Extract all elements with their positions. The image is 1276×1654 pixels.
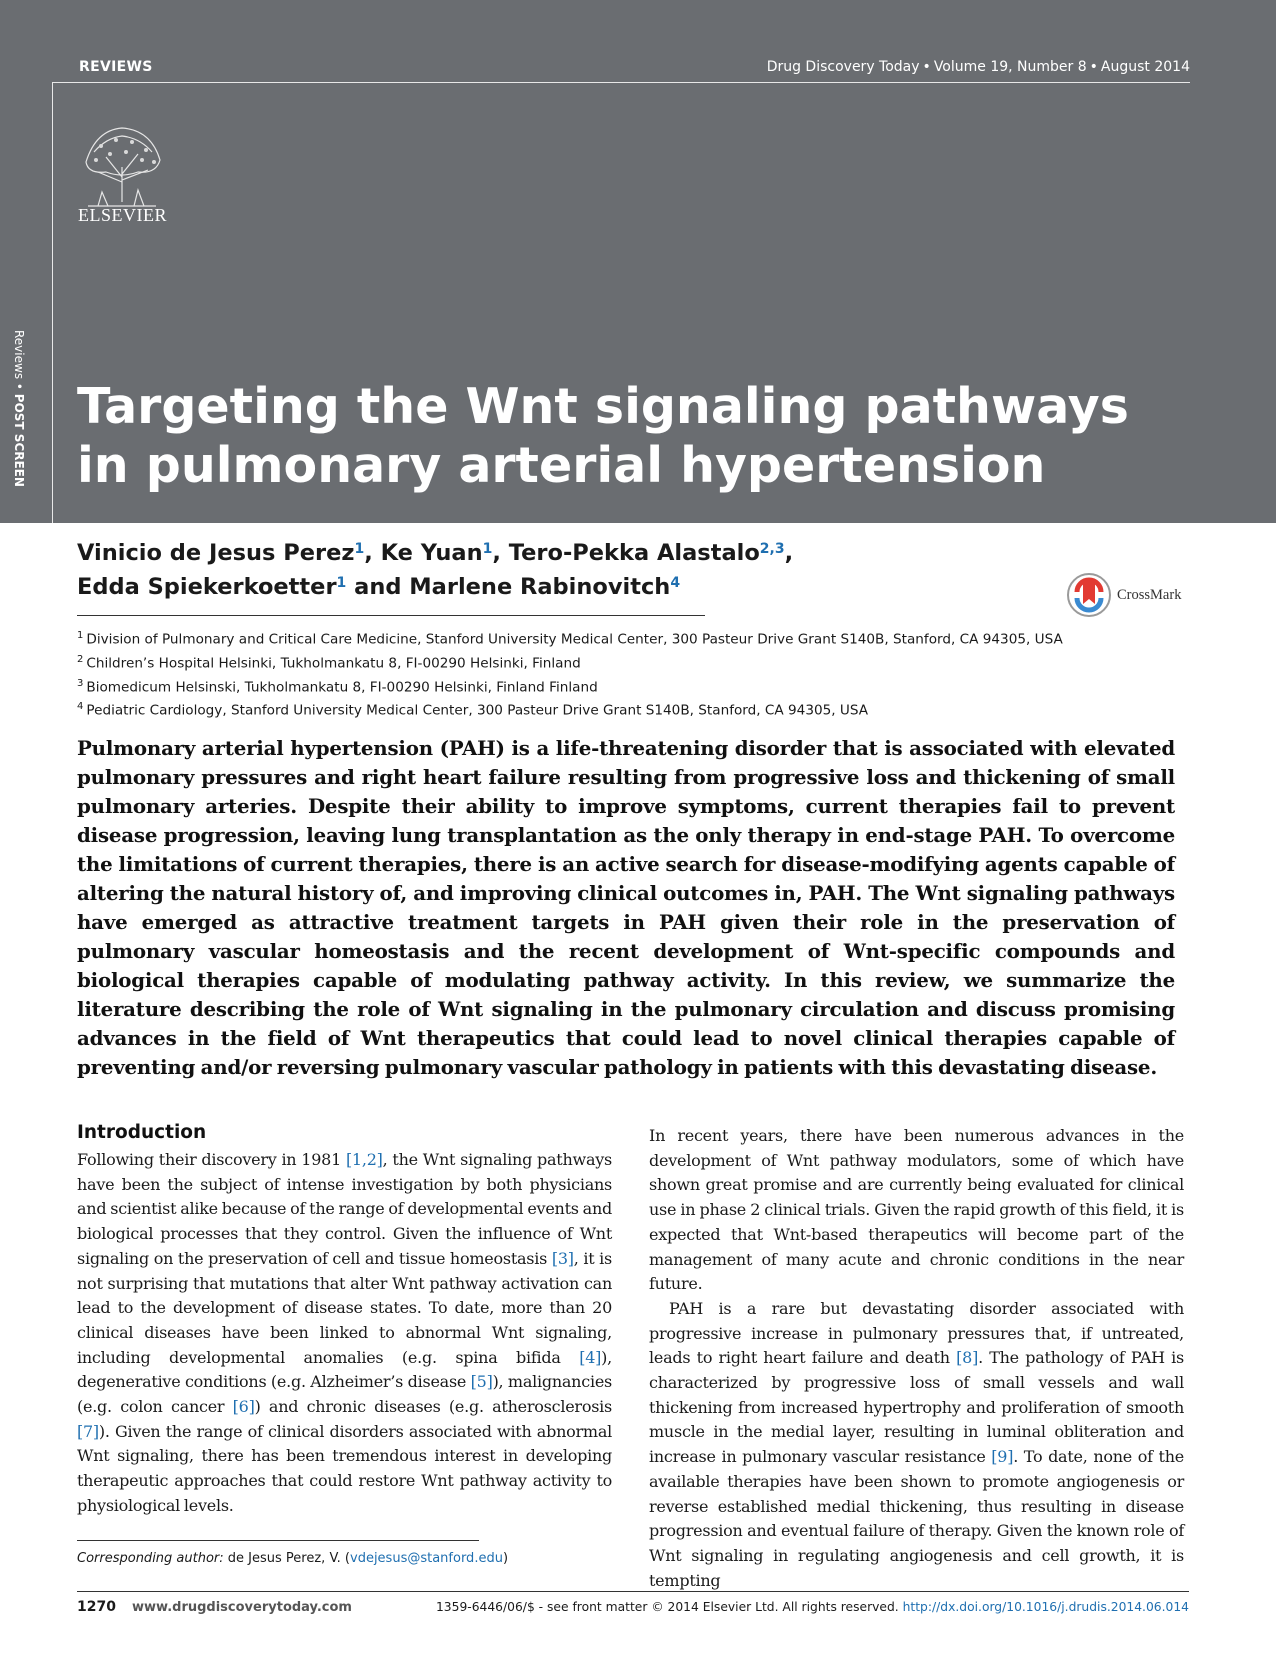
author-affiliation-ref[interactable]: 1 bbox=[336, 575, 347, 591]
page-number: 1270 bbox=[77, 1599, 116, 1615]
reference-link[interactable]: [8] bbox=[956, 1348, 979, 1368]
crossmark-icon[interactable] bbox=[1066, 572, 1112, 618]
crossmark-label[interactable]: CrossMark bbox=[1117, 587, 1182, 603]
author-affiliation-ref[interactable]: 4 bbox=[670, 575, 681, 591]
author-affiliation-ref[interactable]: 2,3 bbox=[759, 541, 785, 557]
journal-name: Drug Discovery Today bbox=[766, 59, 920, 75]
affiliation-list bbox=[77, 626, 1063, 721]
journal-date: August 2014 bbox=[1100, 59, 1190, 75]
section-label: REVIEWS bbox=[79, 59, 153, 75]
body-paragraph: PAH is a rare but devastating disorder associated with progressive increase in pulmonary pressures that, if untreated, leads to right heart failure and death [8]. The pathology of PAH is characterized by progressive loss of small vessels and wall thickening from increased hypertrophy and proliferation of smooth muscle in the medial layer, resulting in luminal obliteration and increase in pulmonary vascular resistance [9]. To date, none of the available therapies have been shown to promote angiogenesis or reverse established medial thickening, thus resulting in disease progression and eventual failure of therapy. Given the known role of Wnt signaling in regulating angiogenesis and cell growth, it is tempting bbox=[649, 1298, 1185, 1590]
article-title bbox=[77, 377, 1177, 495]
reference-link[interactable]: [4] bbox=[579, 1347, 602, 1367]
body-paragraph: In recent years, there have been numerous advances in the development of Wnt pathway modulators, some of which have shown great promise and are currently being evaluated for clinical use in phase 2 clinical trials. Given the rapid growth of this field, it is expected that Wnt-based therapeutics will become part of the management of many acute and chronic conditions in the near future. bbox=[649, 1126, 1184, 1294]
affiliation: $^2$ Children’s Hospital Helsinki, Tukholmankatu 8, FI-00290 Helsinki, Finland bbox=[77, 653, 581, 672]
author-rule bbox=[77, 615, 705, 616]
header-rule bbox=[52, 82, 1190, 83]
author-name: Tero-Pekka Alastalo bbox=[508, 540, 760, 566]
affiliation: $^4$ Pediatric Cardiology, Stanford University Medical Center, 300 Pasteur Drive Grant S140B, Stanford, CA 94305, USA bbox=[77, 701, 869, 720]
title-line-1: Targeting the Wnt signaling pathways bbox=[77, 378, 1129, 435]
journal-website-link[interactable]: www.drugdiscoverytoday.com bbox=[132, 1600, 352, 1615]
author-name: Ke Yuan bbox=[380, 540, 483, 566]
footer-rule bbox=[77, 1591, 1189, 1592]
corresponding-author-note: Corresponding author: de Jesus Perez, V. (vdejesus@stanford.edu) bbox=[77, 1551, 509, 1566]
banner-vertical-rule bbox=[52, 82, 53, 523]
author-affiliation-ref[interactable]: 1 bbox=[354, 541, 365, 557]
body-column-right bbox=[649, 1124, 1184, 1593]
side-section-label: Reviews • POST SCREEN bbox=[12, 330, 26, 487]
affiliation: $^3$ Biomedicum Helsinski, Tukholmankatu 8, FI-00290 Helsinki, Finland Finland bbox=[77, 677, 598, 696]
author-name: Edda Spiekerkoetter bbox=[77, 574, 337, 600]
journal-volume: Volume 19, Number 8 bbox=[933, 59, 1087, 75]
reference-link[interactable]: [6] bbox=[232, 1397, 255, 1417]
reference-link[interactable]: [7] bbox=[77, 1421, 99, 1441]
author-name: Vinicio de Jesus Perez bbox=[77, 540, 355, 566]
doi-link[interactable]: http://dx.doi.org/10.1016/j.drudis.2014.06.014 bbox=[902, 1600, 1189, 1614]
author-list: Vinicio de Jesus Perez$^1$, Ke Yuan$^1$, Tero-Pekka Alastalo$^{2,3}$, Edda Spiekerkoetter$^1$ and Marlene Rabinovitch$^4$ bbox=[77, 540, 794, 600]
reference-link[interactable]: [5] bbox=[470, 1372, 493, 1392]
author-email-link[interactable]: vdejesus@stanford.edu bbox=[350, 1551, 503, 1566]
author-name: Marlene Rabinovitch bbox=[409, 574, 671, 600]
title-line-2: in pulmonary arterial hypertension bbox=[77, 437, 1046, 494]
affiliation: $^1$ Division of Pulmonary and Critical Care Medicine, Stanford University Medical Center, 300 Pasteur Drive Grant S140B, Stanford, CA 94305, USA bbox=[77, 630, 1063, 648]
elsevier-logo-text: ELSEVIER bbox=[78, 205, 167, 225]
intro-paragraph: Following their discovery in 1981 [1,2], the Wnt signaling pathways have been the subject of intense investigation by both physicians and scientist alike because of the range of developmental events and biological processes that they control. Given the influence of Wnt signaling on the preservation of cell and tissue homeostasis [3], it is not surprising that mutations that alter Wnt pathway activation can lead to the development of disease states. To date, more than 20 clinical diseases have been linked to abnormal Wnt signaling, including developmental anomalies (e.g. spina bifida [4]), degenerative conditions (e.g. Alzheimer’s disease [5]), malignancies (e.g. colon cancer [6]) and chronic diseases (e.g. atherosclerosis [7]). Given the range of clinical disorders associated with abnormal Wnt signaling, there has been tremendous interest in developing therapeutic approaches that could restore Wnt pathway activity to physiological levels. bbox=[77, 1150, 612, 1515]
issn-rights: 1359-6446/06/$ - see front matter © 2014 Elsevier Ltd. All rights reserved. bbox=[435, 1600, 899, 1614]
abstract: Pulmonary arterial hypertension (PAH) is a life-threatening disorder that is associated with elevated pulmonary pressures and right heart failure resulting from progressive loss and thickening of small pulmonary arteries. Despite their ability to improve symptoms, current therapies fail to prevent disease progression, leaving lung transplantation as the only therapy in end-stage PAH. To overcome the limitations of current therapies, there is an active search for disease-modifying agents capable of altering the natural history of, and improving clinical outcomes in, PAH. The Wnt signaling pathways have emerged as attractive treatment targets in PAH given their role in the preservation of pulmonary vascular homeostasis and the recent development of Wnt-specific compounds and biological therapies capable of modulating pathway activity. In this review, we summarize the literature describing the role of Wnt signaling in the pulmonary circulation and discuss promising advances in the field of Wnt therapeutics that could lead to novel clinical therapies capable of preventing and/or reversing pulmonary vascular pathology in patients with this devastating disease. bbox=[77, 736, 1175, 1079]
body-column-left bbox=[77, 1148, 612, 1519]
author-affiliation-ref[interactable]: 1 bbox=[482, 541, 493, 557]
footnote-rule bbox=[77, 1540, 479, 1541]
footer-rights bbox=[436, 1600, 1189, 1614]
reference-link[interactable]: [3] bbox=[551, 1248, 574, 1268]
section-heading-introduction: Introduction bbox=[77, 1122, 207, 1143]
reference-link[interactable]: [9] bbox=[991, 1447, 1014, 1467]
journal-citation: Drug Discovery Today • Volume 19, Number 8 • August 2014 bbox=[766, 59, 1190, 75]
reference-link[interactable]: [1,2] bbox=[345, 1150, 383, 1169]
